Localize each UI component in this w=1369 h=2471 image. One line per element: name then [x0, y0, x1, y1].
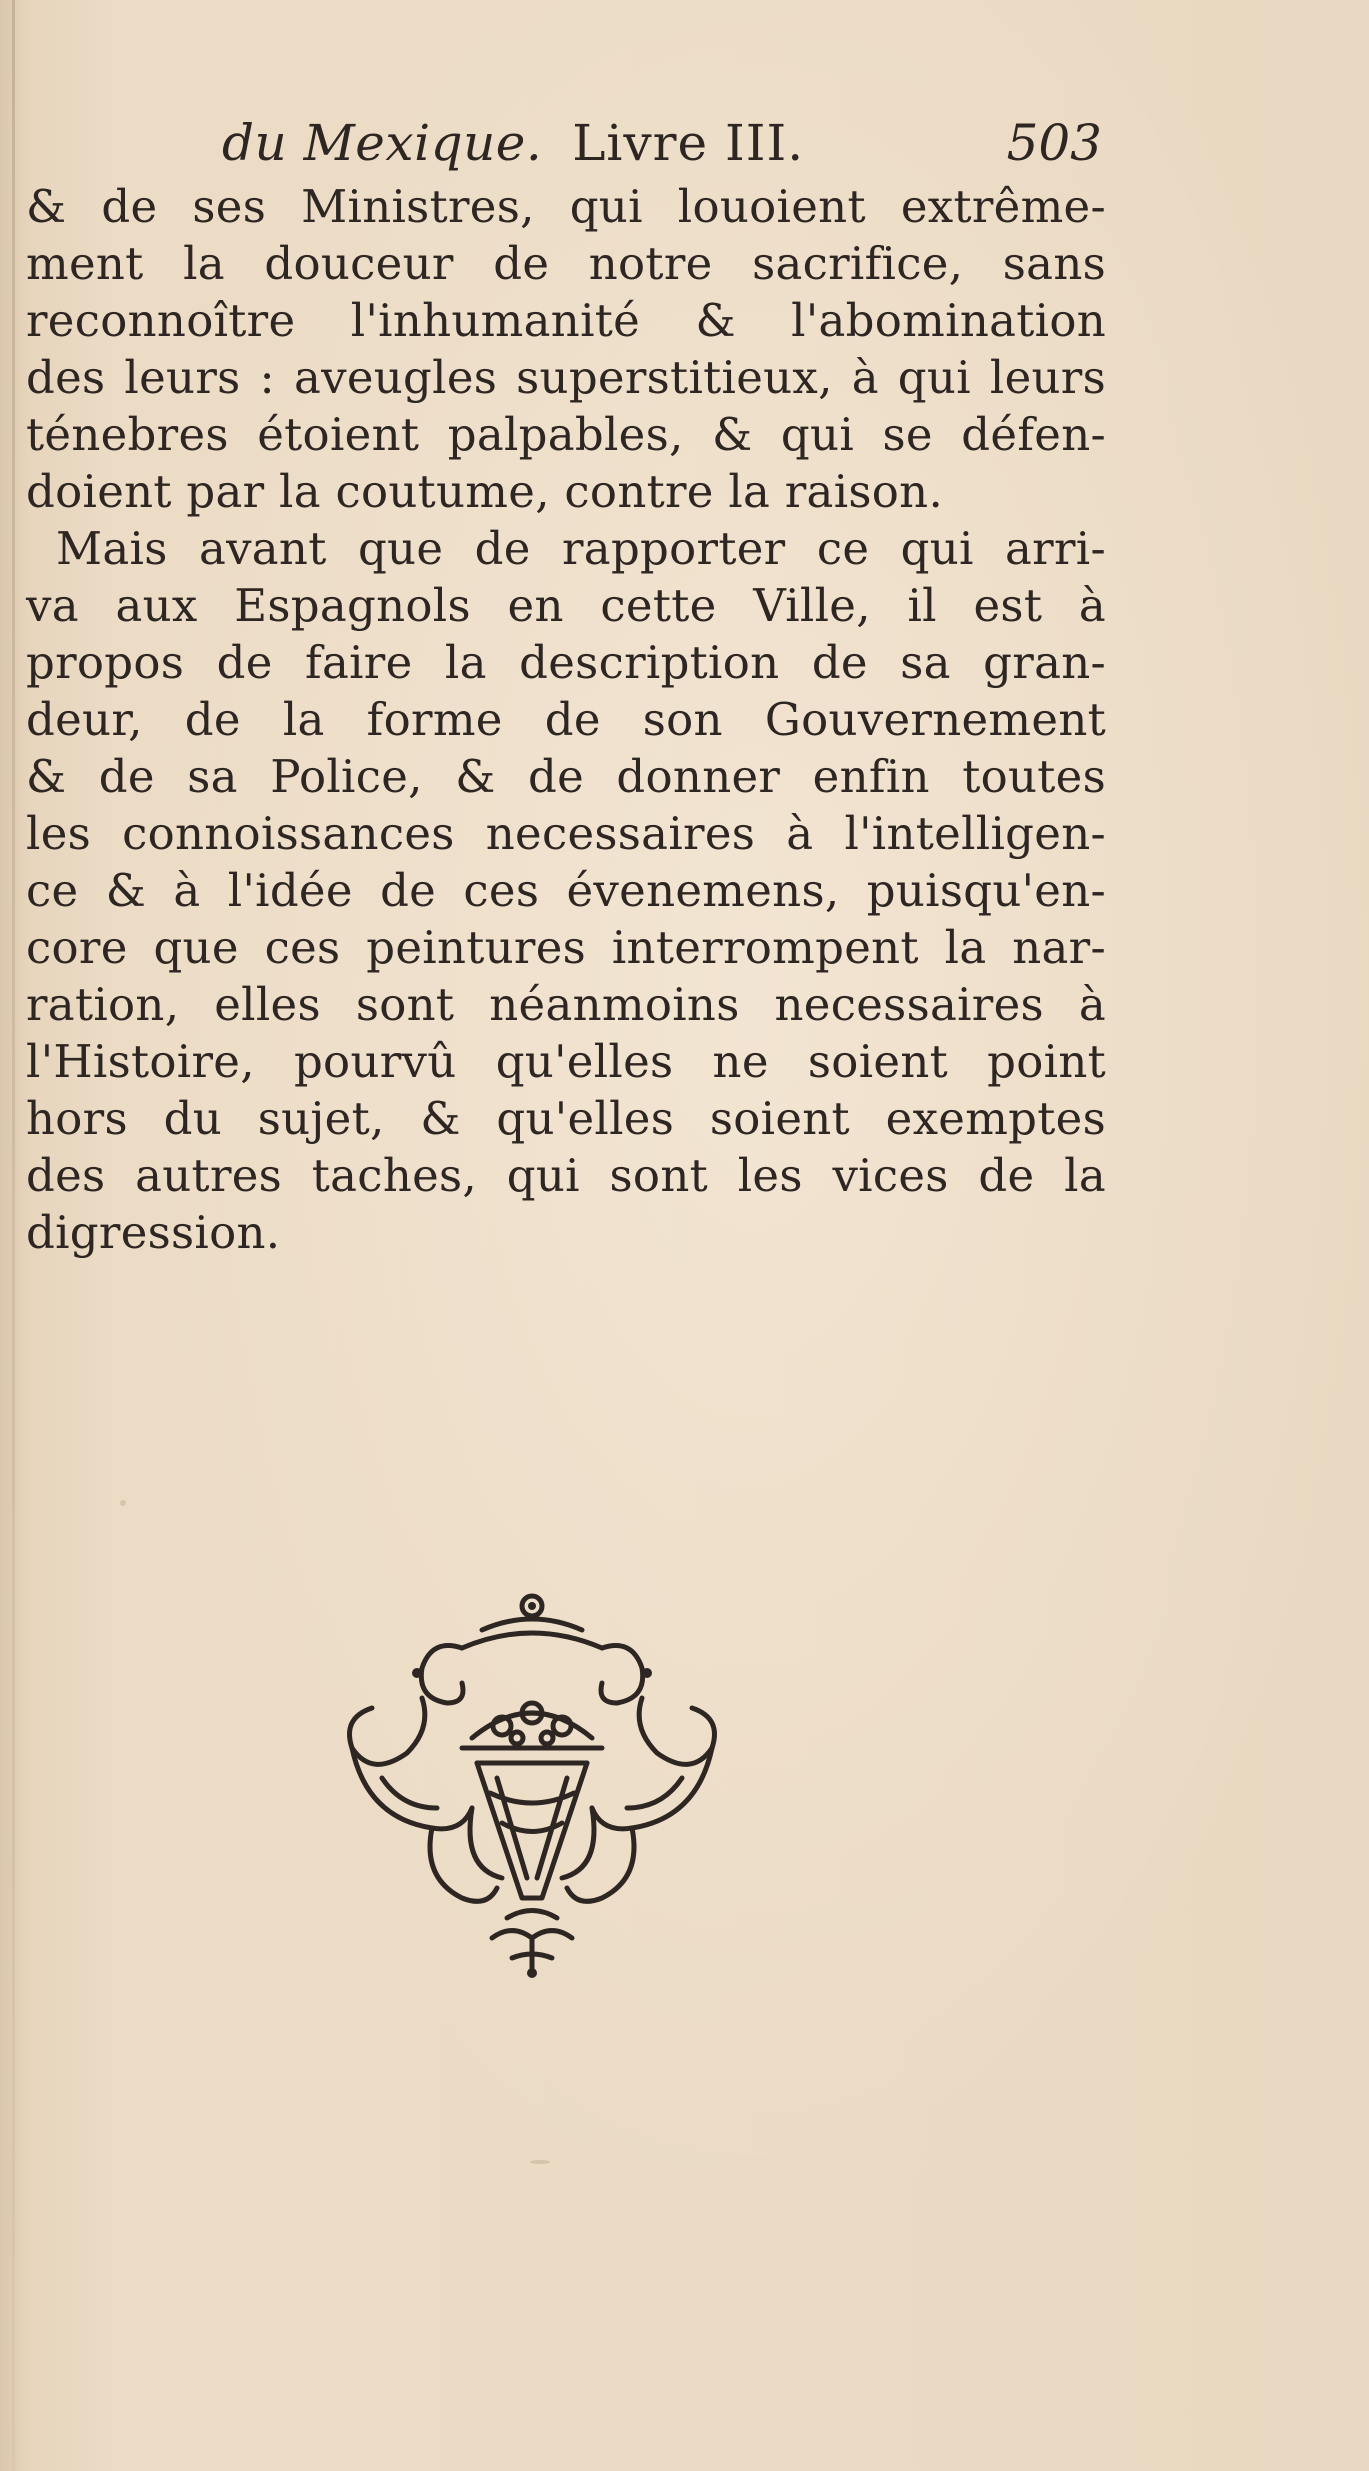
- text-line: l'Histoire, pourvû qu'elles ne soient point: [26, 1035, 1106, 1088]
- text-line: va aux Espagnols en cette Ville, il est à: [26, 579, 1106, 632]
- text-line: & de ses Ministres, qui louoient extrême-: [26, 180, 1106, 233]
- binding-gutter: [12, 0, 15, 2471]
- text-line: Mais avant que de rapporter ce qui arri-: [56, 522, 1106, 575]
- running-head-book: Livre III.: [572, 114, 805, 172]
- text-line: ce & à l'idée de ces évenemens, puisqu'en-: [26, 864, 1106, 917]
- floral-vase-ornament-icon: [312, 1578, 752, 1998]
- text-line: propos de faire la description de sa gran-: [26, 636, 1106, 689]
- running-head: [222, 108, 1102, 178]
- running-head-title: du Mexique.: [222, 114, 543, 172]
- text-line: & de sa Police, & de donner enfin toutes: [26, 750, 1106, 803]
- text-line: hors du sujet, & qu'elles soient exemptes: [26, 1092, 1106, 1145]
- page-number: 503: [1006, 114, 1102, 172]
- text-line: deur, de la forme de son Gouvernement: [26, 693, 1106, 746]
- paper-spot: [530, 2160, 550, 2164]
- text-line: ration, elles sont néanmoins necessaires à: [26, 978, 1106, 1031]
- text-line: ment la douceur de notre sacrifice, sans: [26, 237, 1106, 290]
- text-line: des leurs : aveugles superstitieux, à qui leurs: [26, 351, 1106, 404]
- text-line: reconnoître l'inhumanité & l'abomination: [26, 294, 1106, 347]
- paper-spot: [120, 1500, 126, 1506]
- text-line: les connoissances necessaires à l'intelligen-: [26, 807, 1106, 860]
- text-line: core que ces peintures interrompent la nar-: [26, 921, 1106, 974]
- body-text: [26, 178, 1106, 1261]
- text-line: ténebres étoient palpables, & qui se défen-: [26, 408, 1106, 461]
- text-line: des autres taches, qui sont les vices de la: [26, 1149, 1106, 1202]
- text-line: doient par la coutume, contre la raison.: [26, 465, 944, 518]
- text-line: digression.: [26, 1206, 281, 1259]
